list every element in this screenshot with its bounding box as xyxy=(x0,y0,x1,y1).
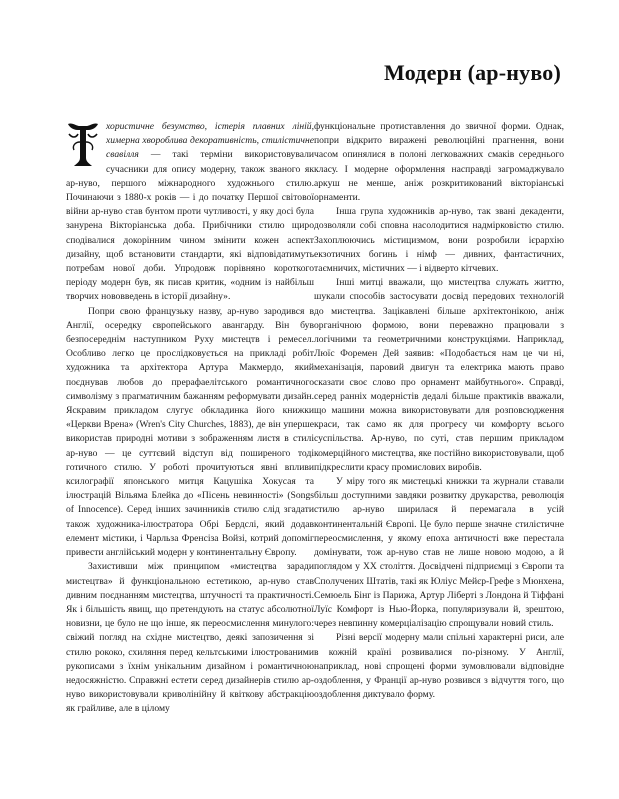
paragraph-technology: Інші митці вважали, що мистецтва служать життю, шукали способів застосувати досвід передових технологій до мистецтва. Зацікавлені більше архітектонікою, аніж органічною формою, вони переважно працювали з логічними та геометричними конструкціями. Наприклад, Люїс Форемен Дей заявив: «Подобається нам це чи ні, механізація, паровий двигун та електрика мають право сказати своє слово про орнамент майбутнього». Справді, серед ранніх модерністів дедалі більше практиків вважали, що машини можна використовувати для розповсюдження краси, так само як для прогресу чи комфорту всього суспільства. Ар-нуво, по суті, став першим прикладом комерційного мистецтва, яке постійно використовували, щоб підкреслити красу промислових виробів. xyxy=(314,277,564,473)
paragraph-spread: У міру того як мистецькі книжки та журнали ставали більш доступними завдяки розвитку друкарства, революція стилю ар-нуво ширилася й перемагала в усій континентальній Європі. Це було перше значне стилістичне переосмислення, у якому епоха античності вже перестала домінувати, тож ар-нуво став не лише новою модою, а й поглядом у XX століття. Досвідчені підприємці з Європи та Сполучених Штатів, такі як Юліус Мейєр-Грефе з Мюнхена, Семюель Бінг із Парижа, Артур Ліберті з Лондона й Тіффані Луїс Комфорт із Нью-Йорка, популяризували й, зрештою, через невпинну комерціалізацію спрощували новий стиль. xyxy=(314,476,564,630)
paragraph-intro xyxy=(66,120,314,305)
paragraph-synthesis: Захистивши між принципом «мистецтва заради мистецтва» й функціональною естетикою, ар-нуво став дивним поєднанням мистецтва, штучності та практичності. Як і більшість явищ, що претендують на статус абсолютної новизни, це було не що інше, як переосмислення минулого: свіжий погляд на східне мистецтво, деякі запозичення зі стилю рококо, схиляння перед кельтськими ілюстрованими рукописами з їхнім унікальним дизайном і романтичною недосяжністю. Справжні естети серед дизайнерів стилю ар-нуво використовували криволінійну й квіткову абстракцію як грайливе, але в цілому xyxy=(66,561,314,715)
paragraph-decadents: Інша група художників ар-нуво, так звані декаденти, дозволяли собі сповна насолодитися надмірковістю стилю. Захоплюючись містицизмом, вони розробили ієрархію екзотичних богинь і німф — дивних, фантастичних, таємничих, містичних — і відверто кітчевих. xyxy=(314,206,564,275)
left-column xyxy=(66,120,314,717)
page-title: Модерн (ар-нуво) xyxy=(384,60,561,85)
right-column xyxy=(314,120,564,702)
intro-text: — такі терміни використовували сучасники для опису модерну, також званого як ар-нуво, першого міжнародного художнього стилю. Починаючи з 1880-х років — і до початку Першої світової війни ар-нуво став бунтом проти чутливості, у яку досі була занурена Вікторіанська доба. Прибічники стилю щиро сподівалися докорінним чином змінити кожен аспект дизайну, щоб встановити стандарти, які відповідатимуть потребам нової доби. Упродовж порівняно короткого періоду модерн був, як писав критик, «одним із найбільш творчих нововведень в історії дизайну». xyxy=(66,149,314,303)
paragraph-function: функціональне протиставлення до звичної форми. Однак, попри відкрито виражені революційні прагнення, вони часом опинялися в полоні легковажних смаків середнього класу. І модерне оформлення насправді загромаджувало аркуш не менше, аніж розкритикований вікторіанські орнаменти. xyxy=(314,121,564,204)
paragraph-origins: Попри свою французьку назву, ар-нуво зародився в Англії, осередку європейського авангарду. Він був безпосереднім наступником Руху мистецтв і ремесел. Особливо легко це прослідковується на прикладі робіт художника та архітектора Артура Макмердо, який поєднував любов до прерафаелітського романтичного символізму з прагматичним бажанням реформувати дизайн. Яскравим прикладом слугує обкладинка його книжки «Церкви Врена» (Wren's City Churches, 1883), де він уперше використав природні мотиви з зображенням листя в стилі ар-нуво — це суттєвий відступ від поширеного тоді готичного стилю. У роботі прочитуються явні впливи ксилографії японського митця Кацушіка Хокусая та ілюстрацій Вільяма Блейка до «Пісень невинності» (Songs of Innocence). Серед інших зачинників стилю слід згадати також художника-ілюстратора Обрі Бердслі, який додав елемент містики, і Чарльза Френсіза Войзі, котрий допоміг привести англійський модерн у континентальну Європу. xyxy=(66,305,314,559)
ornamental-t-letter-icon xyxy=(66,120,100,168)
intro-italic-text: хористичне безумство, істерія плавних ліній, химерна хвороблива декоративність, стилістичне свавілля xyxy=(106,121,314,161)
paragraph-versions: Різні версії модерну мали спільні характерні риси, але в кожній країні розвивалися по-різному. У Англії, наприклад, нові спрощені форми зумовлювали відповідне оздоблення, у Франції ар-нуво розвився з відчуття того, що оздоблення диктувало форму. xyxy=(314,632,564,701)
